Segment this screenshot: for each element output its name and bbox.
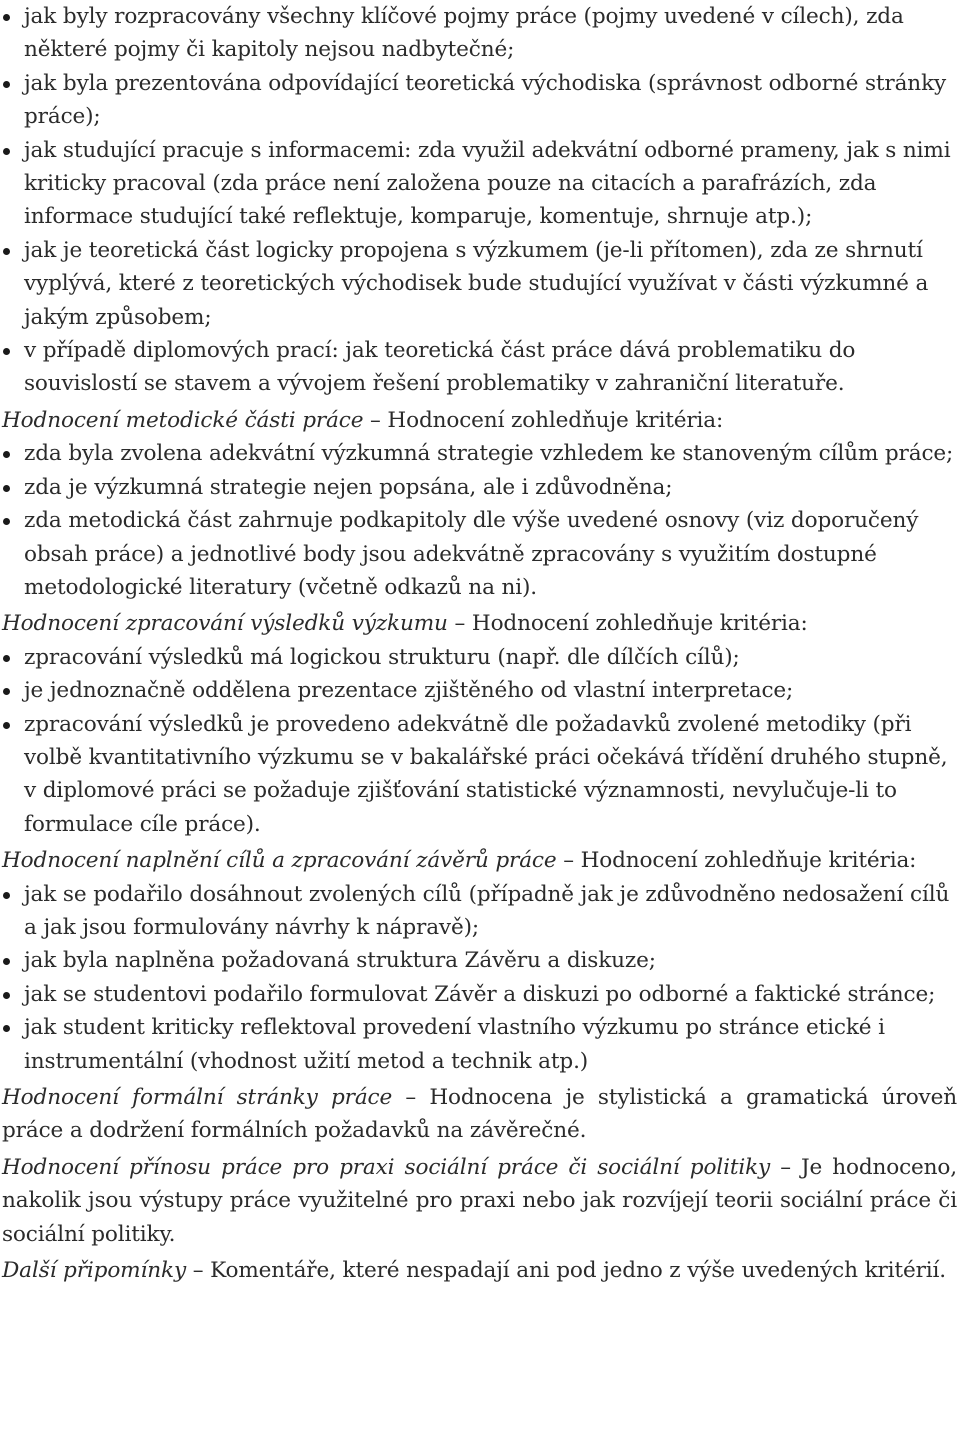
intro-criteria-list	[2, 0, 957, 401]
bullet-icon	[3, 1025, 10, 1032]
conclusions-criteria-list	[2, 878, 957, 1078]
list-item-text: v případě diplomových prací: jak teoretická část práce dává problematiku do souvislostí se stavem a vývojem řešení problematiky v zahraniční literatuře.	[24, 338, 856, 397]
section-heading	[2, 841, 957, 877]
section-lead: Hodnocení zohledňuje kritéria:	[471, 611, 808, 637]
section-separator: –	[556, 848, 581, 874]
bullet-icon	[3, 958, 10, 965]
list-item	[2, 1011, 957, 1078]
section-heading	[2, 604, 957, 640]
list-item	[2, 0, 957, 67]
section-text: Hodnocena je stylistická a gramatická úroveň práce a dodržení formálních požadavků na závěrečné.	[2, 1085, 957, 1144]
methodology-criteria-list	[2, 437, 957, 604]
list-item	[2, 641, 957, 674]
bullet-icon	[3, 655, 10, 662]
section-separator: –	[770, 1154, 801, 1180]
list-item	[2, 878, 957, 945]
list-item-text: jak student kriticky reflektoval provedení vlastního výzkumu po stránce etické i instrumentální (vhodnost užití metod a technik atp.)	[24, 1015, 885, 1074]
list-item-text: zda byla zvolena adekvátní výzkumná strategie vzhledem ke stanoveným cílům práce;	[24, 441, 954, 467]
list-item	[2, 134, 957, 234]
section-title: Hodnocení přínosu práce pro praxi sociální práce či sociální politiky	[2, 1154, 771, 1180]
section-title: Hodnocení zpracování výsledků výzkumu	[2, 611, 448, 637]
list-item	[2, 234, 957, 334]
bullet-icon	[3, 722, 10, 729]
list-item	[2, 437, 957, 470]
list-item-text: jak byly rozpracovány všechny klíčové pojmy práce (pojmy uvedené v cílech), zda některé pojmy či kapitoly nejsou nadbytečné;	[24, 4, 904, 63]
section-separator: –	[363, 407, 388, 433]
list-item-text: zpracování výsledků je provedeno adekvátně dle požadavků zvolené metodiky (při volbě kvantitativního výzkumu se v bakalářské práci očekává třídění druhého stupně, v diplomové práci se požaduje zjišťování statistické významnosti, nevylučuje-li to formulace cíle práce).	[24, 711, 948, 837]
methodology-section	[2, 401, 957, 604]
formal-section	[2, 1078, 957, 1148]
section-text: Komentáře, které nespadají ani pod jedno z výše uvedených kritérií.	[210, 1258, 946, 1284]
bullet-icon	[3, 248, 10, 255]
section-title: Další připomínky	[2, 1258, 186, 1284]
section-separator: –	[186, 1258, 211, 1284]
bullet-icon	[3, 892, 10, 899]
list-item	[2, 334, 957, 401]
section-lead: Hodnocení zohledňuje kritéria:	[580, 848, 917, 874]
section-text: Je hodnoceno, nakolik jsou výstupy práce využitelné pro praxi nebo jak rozvíjejí teorii sociální práce či sociální politiky.	[2, 1154, 957, 1247]
bullet-icon	[3, 148, 10, 155]
bullet-icon	[3, 451, 10, 458]
section-heading	[2, 401, 957, 437]
section-separator: –	[447, 611, 472, 637]
list-item-text: zpracování výsledků má logickou strukturu (např. dle dílčích cílů);	[24, 644, 740, 670]
list-item-text: jak byla naplněna požadovaná struktura Závěru a diskuze;	[24, 948, 656, 974]
list-item	[2, 708, 957, 842]
list-item	[2, 471, 957, 504]
bullet-icon	[3, 688, 10, 695]
list-item	[2, 944, 957, 977]
bullet-icon	[3, 348, 10, 355]
remarks-section	[2, 1251, 957, 1287]
conclusions-section	[2, 841, 957, 1078]
list-item-text: je jednoznačně oddělena prezentace zjištěného od vlastní interpretace;	[24, 678, 794, 704]
results-section	[2, 604, 957, 841]
list-item-text: jak se podařilo dosáhnout zvolených cílů (případně jak je zdůvodněno nedosažení cílů a jak jsou formulovány návrhy k nápravě);	[24, 881, 950, 940]
results-criteria-list	[2, 641, 957, 841]
bullet-icon	[3, 485, 10, 492]
section-separator: –	[392, 1085, 430, 1110]
list-item	[2, 674, 957, 707]
list-item-text: jak je teoretická část logicky propojena s výzkumem (je-li přítomen), zda ze shrnutí vyplývá, které z teoretických východisek bude studující využívat v části výzkumné a jakým způsobem;	[24, 237, 929, 330]
contribution-section	[2, 1148, 957, 1251]
list-item	[2, 504, 957, 604]
list-item-text: jak byla prezentována odpovídající teoretická východiska (správnost odborné stránky práce);	[24, 70, 947, 130]
list-item-text: zda je výzkumná strategie nejen popsána, ale i zdůvodněna;	[24, 474, 673, 500]
section-title: Hodnocení formální stránky práce	[2, 1085, 393, 1110]
list-item-text: jak studující pracuje s informacemi: zda využil adekvátní odborné prameny, jak s nimi kriticky pracoval (zda práce není založena pouze na citacích a parafrázích, zda informace studující také reflektuje, komparuje, komentuje, shrnuje atp.);	[24, 137, 951, 230]
bullet-icon	[3, 81, 10, 88]
list-item	[2, 978, 957, 1011]
bullet-icon	[3, 518, 10, 525]
list-item-text: zda metodická část zahrnuje podkapitoly dle výše uvedené osnovy (viz doporučený obsah práce) a jednotlivé body jsou adekvátně zpracovány s využitím dostupné metodologické literatury (včetně odkazů na ni).	[24, 508, 919, 600]
section-title: Hodnocení metodické části práce	[2, 407, 364, 433]
section-lead: Hodnocení zohledňuje kritéria:	[387, 407, 724, 433]
bullet-icon	[3, 992, 10, 999]
bullet-icon	[3, 14, 10, 21]
section-title: Hodnocení naplnění cílů a zpracování závěrů práce	[2, 848, 557, 874]
list-item	[2, 67, 957, 134]
list-item-text: jak se studentovi podařilo formulovat Závěr a diskuzi po odborné a faktické stránce;	[24, 981, 936, 1007]
